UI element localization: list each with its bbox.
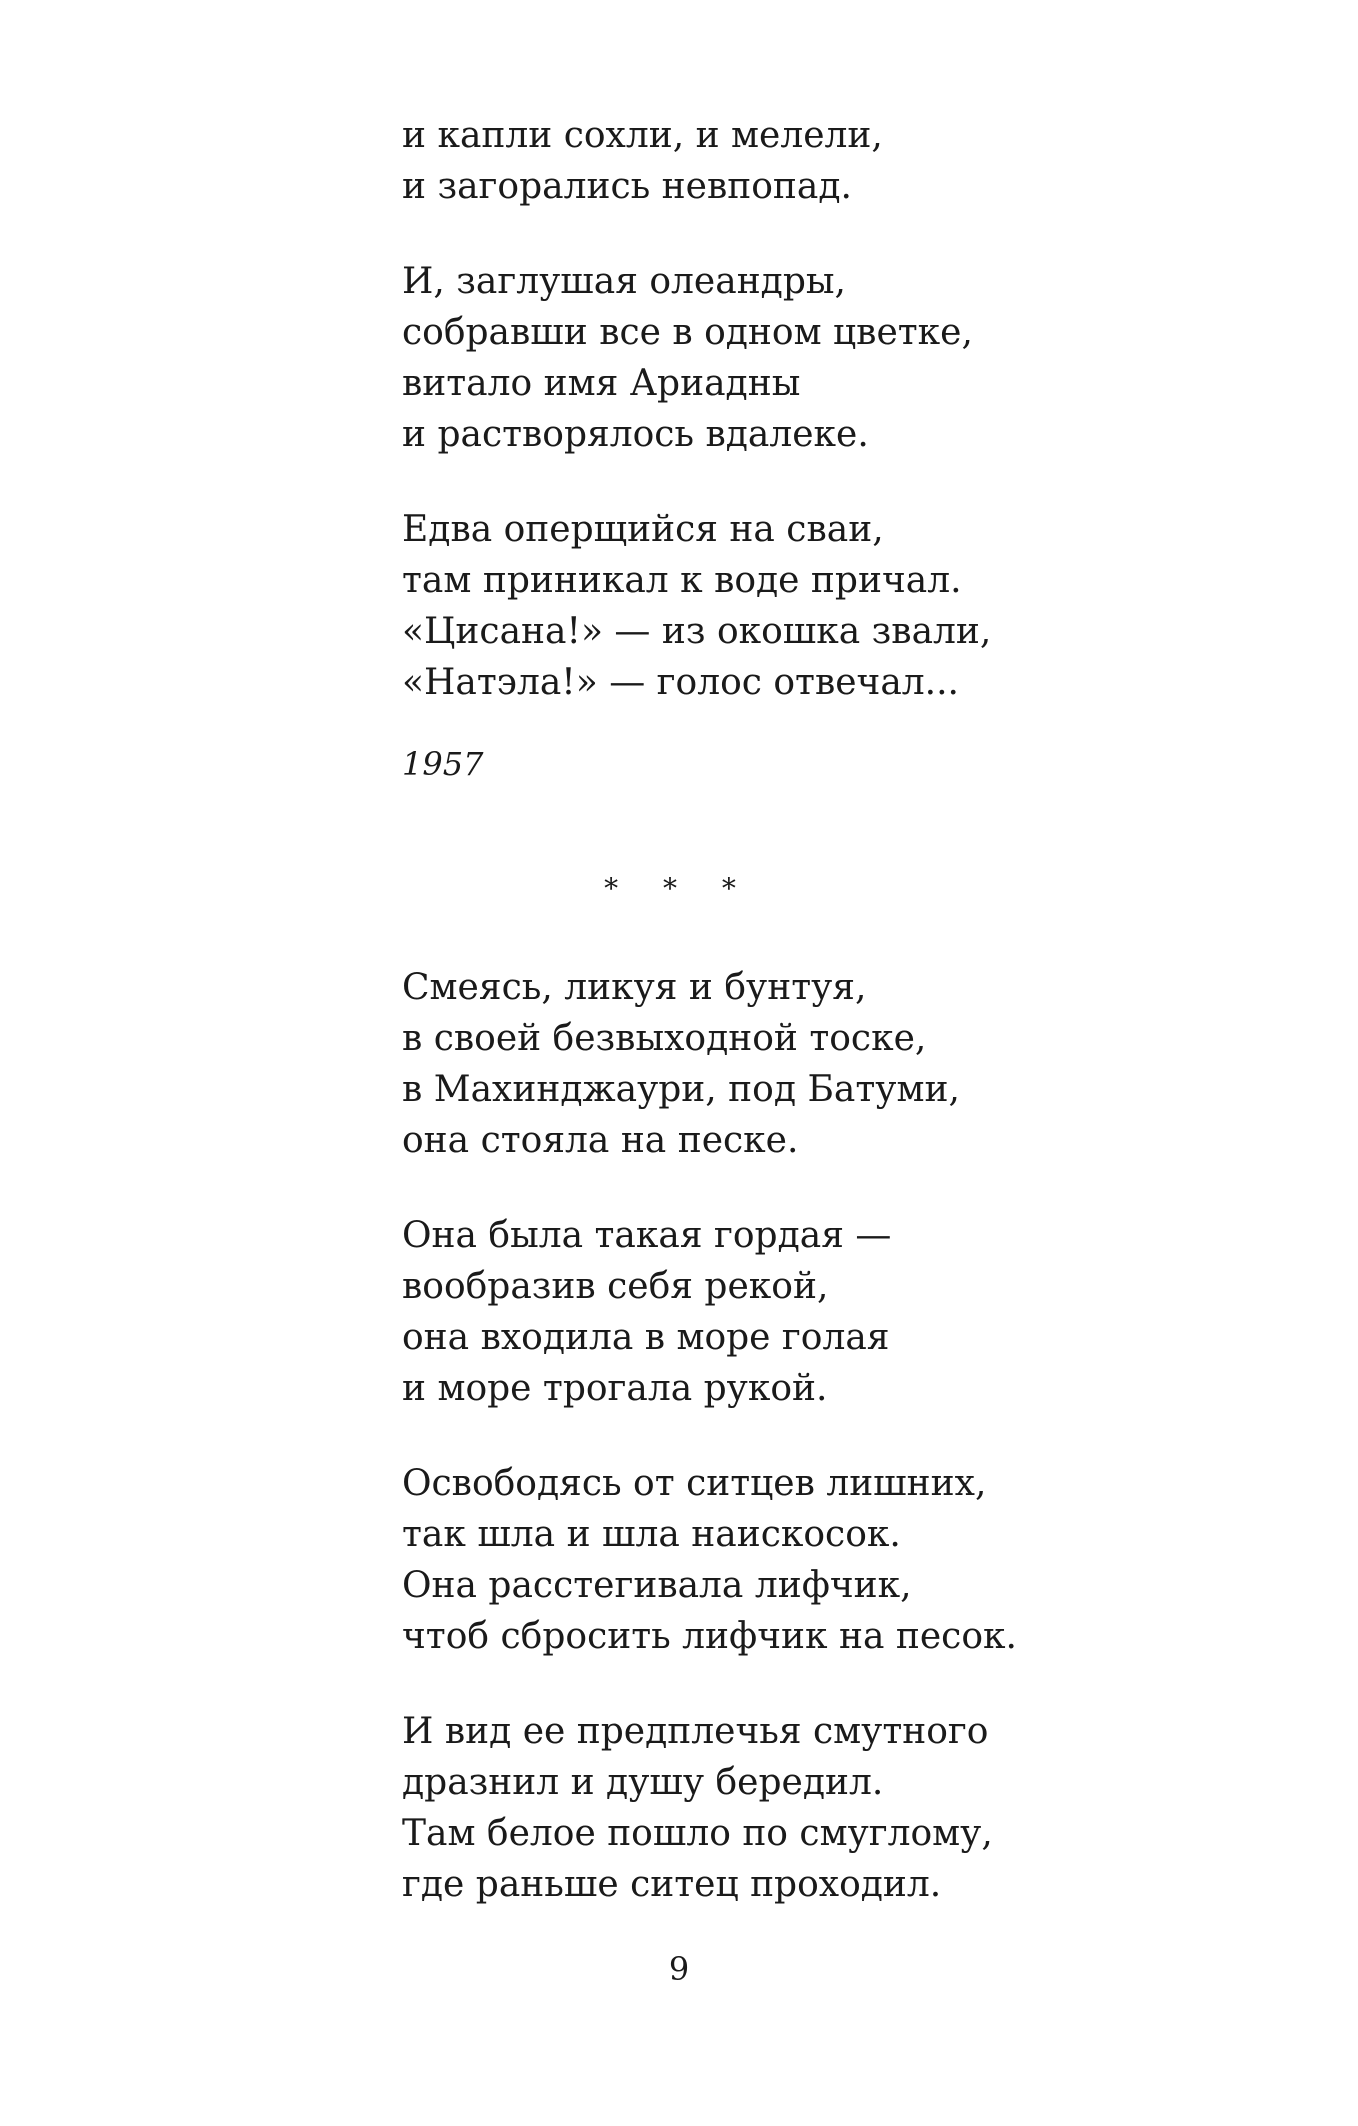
poem-line: и капли сохли, и мелели, xyxy=(402,115,883,156)
poem-line: чтоб сбросить лифчик на песок. xyxy=(402,1616,1017,1657)
stanza xyxy=(402,1210,1162,1414)
poem-line: И вид ее предплечья смутного xyxy=(402,1711,989,1752)
poem-line: Едва оперщийся на сваи, xyxy=(402,509,884,550)
poem-line: собравши все в одном цветке, xyxy=(402,312,973,353)
stanza xyxy=(402,1706,1162,1910)
poem-line: там приникал к воде причал. xyxy=(402,560,962,601)
poem-line: Она была такая гордая — xyxy=(402,1215,892,1256)
poem-line: Освободясь от ситцев лишних, xyxy=(402,1463,987,1504)
poem-line: и растворялось вдалеке. xyxy=(402,414,869,455)
poem-line: вообразив себя рекой, xyxy=(402,1266,829,1307)
poem-line: «Цисана!» — из окошка звали, xyxy=(402,611,992,652)
poem-line: Там белое пошло по смуглому, xyxy=(402,1813,993,1854)
poem-line: она стояла на песке. xyxy=(402,1120,799,1161)
poem-line: витало имя Ариадны xyxy=(402,363,801,404)
section-separator xyxy=(0,872,1358,905)
poem-line: Она расстегивала лифчик, xyxy=(402,1565,912,1606)
poem-line: где раньше ситец проходил. xyxy=(402,1864,942,1905)
stanza xyxy=(402,1458,1162,1662)
poem-2 xyxy=(402,962,1162,1954)
poem-line: Смеясь, ликуя и бунтуя, xyxy=(402,967,867,1008)
poem-line: и загорались невпопад. xyxy=(402,166,852,207)
stanza xyxy=(402,256,1162,460)
stanza xyxy=(402,962,1162,1166)
poem-line: в своей безвыходной тоске, xyxy=(402,1018,927,1059)
poem-line: дразнил и душу бередил. xyxy=(402,1762,884,1803)
poem-line: она входила в море голая xyxy=(402,1317,890,1358)
poem-1 xyxy=(402,110,1162,786)
poem-line: «Натэла!» — голос отвечал... xyxy=(402,662,959,703)
asterism: * * * xyxy=(604,872,754,905)
page-number: 9 xyxy=(668,1950,690,1988)
poem-line: и море трогала рукой. xyxy=(402,1368,828,1409)
poem-date: 1957 xyxy=(402,745,484,783)
poem-line: И, заглушая олеандры, xyxy=(402,261,846,302)
poem-line: в Махинджаури, под Батуми, xyxy=(402,1069,960,1110)
poem-line: так шла и шла наискосок. xyxy=(402,1514,901,1555)
stanza xyxy=(402,110,1162,212)
stanza xyxy=(402,504,1162,708)
